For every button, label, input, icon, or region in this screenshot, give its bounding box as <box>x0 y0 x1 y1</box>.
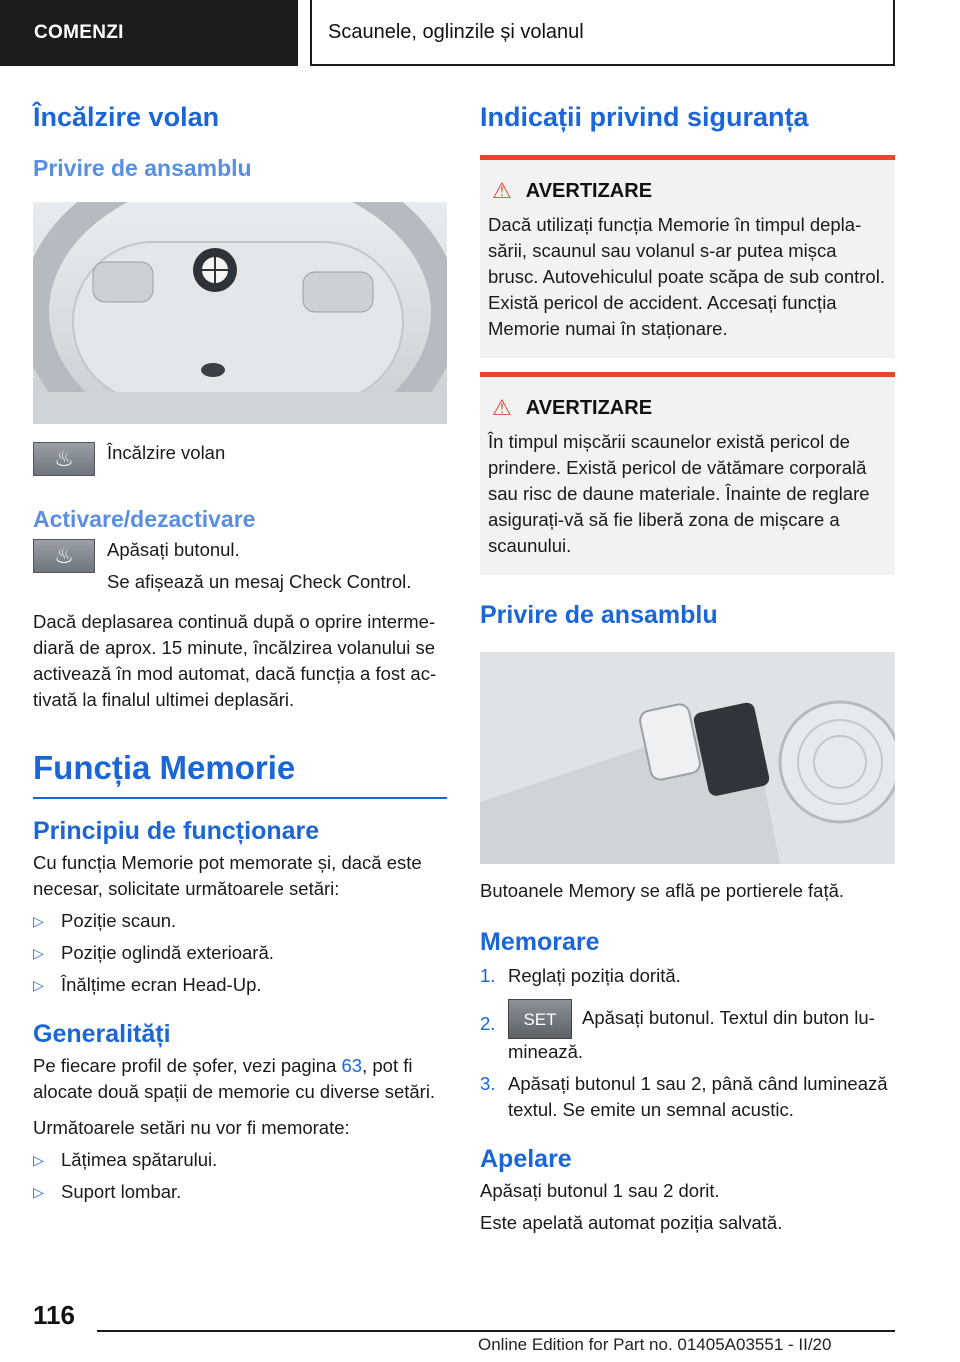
press-button-text: Apăsați butonul. <box>107 539 240 560</box>
warning-box <box>480 155 895 358</box>
heading-safety: Indicații privind siguranța <box>480 102 809 132</box>
chapter-title: Scaunele, oglinzile și volanul <box>310 0 895 66</box>
heating-caption: Încălzire volan <box>107 442 226 463</box>
step-number: 2. <box>480 1013 496 1034</box>
store-steps <box>480 963 895 1123</box>
activate-row <box>33 539 447 595</box>
warning-box <box>480 372 895 575</box>
principle-list <box>33 908 447 998</box>
general-paragraph <box>33 1053 447 1105</box>
page-number: 116 <box>33 1300 75 1330</box>
check-control-text: Se afișează un mesaj Check Control. <box>107 571 412 592</box>
door-buttons-photo <box>480 652 895 864</box>
general-text-a: Pe fiecare profil de șofer, vezi pagina <box>33 1055 342 1076</box>
list-item <box>480 1071 895 1123</box>
door-panel-illustration <box>480 652 895 864</box>
heading-overview-left: Privire de ansamblu <box>33 155 252 181</box>
principle-paragraph: Cu funcția Memorie pot memorate și, dacă este necesar, solicitate următoarele setări: <box>33 852 422 899</box>
heading-general: Generalități <box>33 1020 171 1048</box>
list-item: ▷ Poziție scaun. <box>33 908 447 934</box>
list-item: ▷ Înălțime ecran Head-Up. <box>33 972 447 998</box>
warning-label: AVERTIZARE <box>525 396 653 419</box>
set-button-icon: SET <box>508 999 572 1039</box>
list-item: ▷ Suport lombar. <box>33 1179 447 1205</box>
heading-activate: Activare/dezactivare <box>33 506 256 532</box>
heading-recall: Apelare <box>480 1145 572 1173</box>
list-item: ▷ Poziție oglindă exterioară. <box>33 940 447 966</box>
steering-wheel-photo <box>33 202 447 424</box>
general-text-b: , pot fi alocate două spații de memorie cu diverse setări. <box>33 1055 436 1102</box>
list-item <box>480 963 895 989</box>
page-link[interactable]: 63 <box>341 1055 363 1076</box>
steering-wheel-heat-icon: ♨ <box>33 539 95 573</box>
footer-divider <box>97 1330 895 1332</box>
recall-text-2: Este apelată automat poziția salvată. <box>480 1212 783 1233</box>
activate-text <box>107 537 411 595</box>
step-text: Reglați poziția dorită. <box>508 965 681 986</box>
not-saved-paragraph: Următoarele setări nu vor fi memorate: <box>33 1117 350 1138</box>
heating-caption-row <box>33 442 447 476</box>
list-item <box>480 999 895 1065</box>
warning-header <box>488 178 887 204</box>
recall-text-1: Apăsați butonul 1 sau 2 dorit. <box>480 1180 720 1201</box>
warning-label: AVERTIZARE <box>525 179 653 202</box>
door-caption: Butoanele Memory se află pe portierele față. <box>480 880 845 901</box>
section-tab: COMENZI <box>0 0 298 66</box>
heading-heating: Încălzire volan <box>33 102 220 132</box>
warning-triangle-icon: ⚠ <box>492 395 512 420</box>
edition-text: Online Edition for Part no. 01405A03551 - II/20 <box>478 1335 832 1354</box>
steering-wheel-heat-icon: ♨ <box>33 442 95 476</box>
not-saved-list <box>33 1147 447 1205</box>
heading-principle: Principiu de funcționare <box>33 817 320 845</box>
left-column <box>33 92 447 1205</box>
warning-header <box>488 395 887 421</box>
page-header <box>0 0 960 66</box>
step-text: Apăsați butonul. Textul din buton luminează. <box>508 1006 875 1062</box>
list-item: ▷ Lățimea spătarului. <box>33 1147 447 1173</box>
heading-memory: Funcția Memorie <box>33 749 447 799</box>
continue-paragraph: Dacă deplasarea continuă după o oprire intermediară de aprox. 15 minute, încălzirea volanului se activează în mod automat, dacă funcția a fost activată la finalul ultimei deplasări. <box>33 611 437 710</box>
heading-overview-right: Privire de ansamblu <box>480 601 718 629</box>
step-text: Apăsați butonul 1 sau 2, până când luminează textul. Se emite un semnal acustic. <box>508 1073 888 1120</box>
step-number: 3. <box>480 1073 496 1094</box>
warning-triangle-icon: ⚠ <box>492 178 512 203</box>
right-column <box>480 92 895 1236</box>
warning-text: Dacă utilizați funcția Memorie în timpul deplasării, scaunul sau volanul s-ar putea mișca brusc. Autovehiculul poate scăpa de sub control. Există pericol de accident. Accesați funcția Memorie numai în staționare. <box>488 214 885 339</box>
warning-text: În timpul mișcării scaunelor există pericol de prindere. Există pericol de vătămare corporală sau risc de daune materiale. Înainte de reglare asigurați-vă să fie liberă zona de mișcare a scaunului. <box>488 431 870 556</box>
step-number: 1. <box>480 965 496 986</box>
heading-store: Memorare <box>480 928 600 956</box>
steering-wheel-illustration <box>33 202 447 424</box>
